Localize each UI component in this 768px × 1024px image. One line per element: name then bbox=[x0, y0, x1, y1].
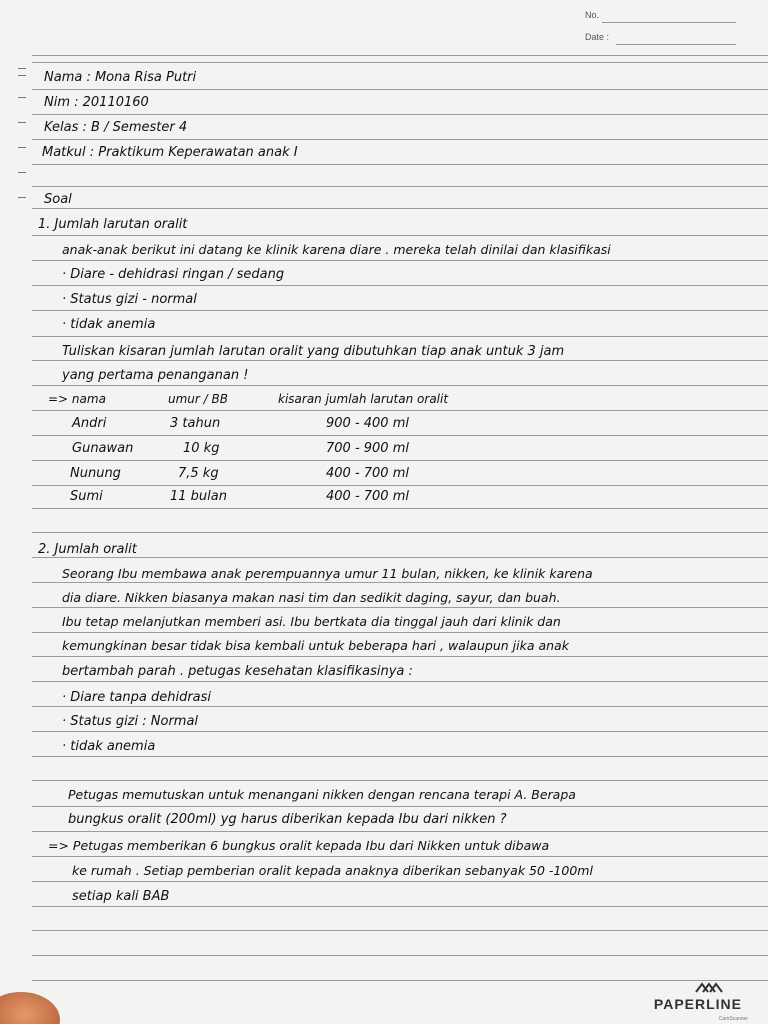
table-cell-range: 400 - 700 ml bbox=[326, 489, 409, 504]
ruled-line bbox=[32, 831, 768, 832]
table-cell-age: 10 kg bbox=[183, 441, 220, 456]
ruled-line bbox=[32, 508, 768, 509]
q1-bullet-2: · Status gizi - normal bbox=[62, 292, 197, 307]
ruled-line bbox=[32, 336, 768, 337]
margin-tick bbox=[18, 75, 26, 76]
margin-tick bbox=[18, 197, 26, 198]
ruled-line bbox=[32, 906, 768, 907]
ruled-line bbox=[32, 881, 768, 882]
ruled-line bbox=[32, 955, 768, 956]
q2-line-3: Ibu tetap melanjutkan memberi asi. Ibu bertkata dia tinggal jauh dari klinik dan bbox=[62, 614, 561, 629]
table-header-nama: => nama bbox=[48, 392, 106, 406]
ruled-line bbox=[32, 930, 768, 931]
student-name: Nama : Mona Risa Putri bbox=[44, 70, 197, 85]
ruled-line bbox=[32, 310, 768, 311]
q2-question-line-1: Petugas memutuskan untuk menangani nikken dengan rencana terapi A. Berapa bbox=[68, 787, 576, 802]
table-cell-range: 900 - 400 ml bbox=[326, 416, 409, 431]
ruled-line bbox=[32, 360, 768, 361]
table-cell-range: 400 - 700 ml bbox=[326, 466, 409, 481]
q2-answer-line-2: ke rumah . Setiap pemberian oralit kepada anaknya diberikan sebanyak 50 -100ml bbox=[72, 863, 593, 878]
q2-answer-line-3: setiap kali BAB bbox=[72, 889, 170, 904]
paperline-brand: PAPERLINE bbox=[653, 996, 742, 1012]
margin-tick bbox=[18, 122, 26, 123]
table-cell-range: 700 - 900 ml bbox=[326, 441, 409, 456]
camscanner-watermark: CamScanner bbox=[718, 1016, 748, 1022]
ruled-line bbox=[32, 731, 768, 732]
ruled-line bbox=[32, 607, 768, 608]
ruled-line bbox=[32, 435, 768, 436]
q1-bullet-3: · tidak anemia bbox=[62, 317, 156, 332]
ruled-line bbox=[32, 385, 768, 386]
q1-question-line-1: Tuliskan kisaran jumlah larutan oralit yang dibutuhkan tiap anak untuk 3 jam bbox=[62, 344, 565, 359]
table-cell-age: 3 tahun bbox=[170, 416, 221, 431]
ruled-line bbox=[32, 460, 768, 461]
ruled-line bbox=[32, 285, 768, 286]
ruled-line bbox=[32, 557, 768, 558]
ruled-line bbox=[32, 114, 768, 115]
ruled-line bbox=[32, 780, 768, 781]
ruled-line bbox=[32, 756, 768, 757]
q2-line-5: bertambah parah . petugas kesehatan klasifikasinya : bbox=[62, 664, 413, 679]
ruled-line bbox=[32, 632, 768, 633]
q2-line-4: kemungkinan besar tidak bisa kembali untuk beberapa hari , walaupun jika anak bbox=[62, 638, 569, 653]
ruled-line bbox=[32, 485, 768, 486]
ruled-line bbox=[32, 208, 768, 209]
soal-heading: Soal bbox=[44, 192, 72, 207]
q2-bullet-1: · Diare tanpa dehidrasi bbox=[62, 690, 212, 705]
table-cell-name: Gunawan bbox=[72, 441, 134, 456]
table-header-kisaran: kisaran jumlah larutan oralit bbox=[278, 392, 449, 406]
ruled-line bbox=[32, 532, 768, 533]
ruled-line bbox=[32, 582, 768, 583]
margin-tick bbox=[18, 68, 26, 69]
table-cell-age: 7,5 kg bbox=[178, 466, 219, 481]
ruled-line bbox=[32, 139, 768, 140]
table-cell-age: 11 bulan bbox=[170, 489, 227, 504]
no-line bbox=[602, 22, 736, 23]
ruled-line bbox=[32, 656, 768, 657]
q2-answer-line-1: => Petugas memberikan 6 bungkus oralit kepada Ibu dari Nikken untuk dibawa bbox=[48, 838, 550, 853]
ruled-line bbox=[32, 856, 768, 857]
date-line bbox=[616, 44, 736, 45]
ruled-line bbox=[32, 235, 768, 236]
ruled-line bbox=[32, 681, 768, 682]
margin-tick bbox=[18, 172, 26, 173]
q1-title: 1. Jumlah larutan oralit bbox=[38, 217, 188, 232]
ruled-line bbox=[32, 55, 768, 56]
student-class: Kelas : B / Semester 4 bbox=[44, 120, 188, 135]
ruled-line bbox=[32, 980, 768, 981]
q1-question-line-2: yang pertama penanganan ! bbox=[62, 368, 249, 383]
ruled-line bbox=[32, 186, 768, 187]
q2-bullet-3: · tidak anemia bbox=[62, 739, 156, 754]
ruled-line bbox=[32, 260, 768, 261]
table-cell-name: Sumi bbox=[70, 489, 103, 504]
q2-line-1: Seorang Ibu membawa anak perempuannya umur 11 bulan, nikken, ke klinik karena bbox=[62, 566, 593, 581]
thumb-in-frame bbox=[0, 992, 60, 1024]
margin-tick bbox=[18, 97, 26, 98]
ruled-line bbox=[32, 89, 768, 90]
student-nim: Nim : 20110160 bbox=[44, 95, 149, 110]
ruled-line bbox=[32, 62, 768, 63]
q2-question-line-2: bungkus oralit (200ml) yg harus diberikan kepada Ibu dari nikken ? bbox=[68, 812, 507, 827]
q2-line-2: dia diare. Nikken biasanya makan nasi tim dan sedikit daging, sayur, dan buah. bbox=[62, 590, 561, 605]
ruled-line bbox=[32, 410, 768, 411]
paperline-logo-icon bbox=[694, 980, 724, 994]
table-cell-name: Andri bbox=[72, 416, 107, 431]
ruled-line bbox=[32, 806, 768, 807]
table-cell-name: Nunung bbox=[70, 466, 121, 481]
q1-intro: anak-anak berikut ini datang ke klinik karena diare . mereka telah dinilai dan klasifikasi bbox=[62, 242, 611, 257]
ruled-line bbox=[32, 164, 768, 165]
q2-title: 2. Jumlah oralit bbox=[38, 542, 137, 557]
q2-bullet-2: · Status gizi : Normal bbox=[62, 714, 199, 729]
date-label: Date : bbox=[585, 32, 610, 42]
ruled-line bbox=[32, 706, 768, 707]
no-label: No. bbox=[585, 10, 600, 20]
table-header-umur: umur / BB bbox=[168, 392, 228, 406]
q1-bullet-1: · Diare - dehidrasi ringan / sedang bbox=[62, 267, 285, 282]
course-name: Matkul : Praktikum Keperawatan anak I bbox=[42, 145, 298, 160]
margin-tick bbox=[18, 147, 26, 148]
